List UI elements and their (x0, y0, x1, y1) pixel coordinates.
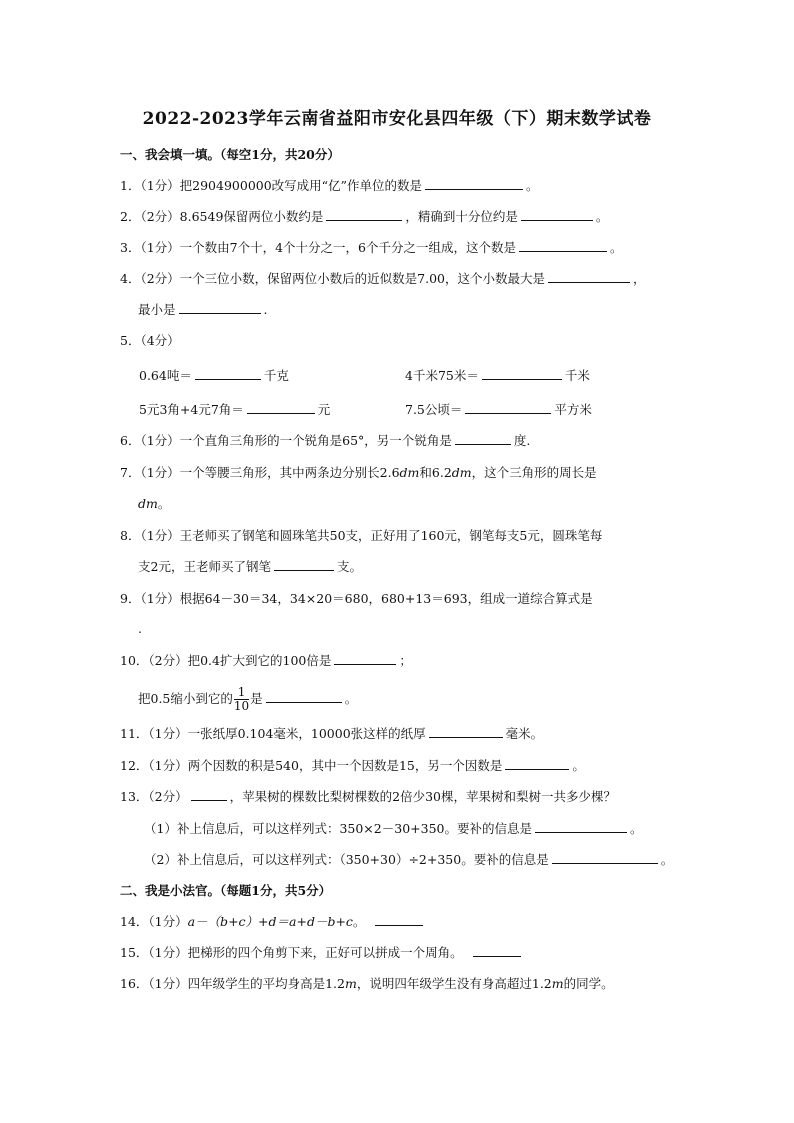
question-3-end: 。 (610, 240, 623, 255)
question-7-text-c: ，这个三角形的周长是 (471, 465, 597, 480)
question-14-end: 。 (352, 914, 366, 929)
answer-blank[interactable] (266, 690, 342, 703)
question-5-c (139, 400, 330, 418)
question-4-end: . (263, 302, 268, 317)
answer-blank[interactable] (191, 788, 227, 801)
page-title: 2022-2023学年云南省益阳市安化县四年级（下）期末数学试卷 (142, 109, 652, 129)
question-7-cont (138, 495, 698, 513)
answer-blank[interactable] (521, 208, 593, 221)
question-5-d-unit: 平方米 (554, 402, 592, 417)
question-8: 8．（1分）王老师买了钢笔和圆珠笔共50支，正好用了160元，钢笔每支5元，圆珠笔每 (120, 528, 603, 543)
question-4-text: 4．（2分）一个三位小数，保留两位小数后的近似数是7.00，这个小数最大是 (120, 271, 545, 286)
question-2-text-b: ，精确到十分位约是 (405, 209, 518, 224)
question-1-end: 。 (525, 178, 539, 193)
answer-blank[interactable] (179, 301, 261, 314)
question-7-text: 7．（1分）一个等腰三角形，其中两条边分别长2.6 (120, 465, 400, 480)
question-10-cont (138, 684, 698, 714)
answer-blank[interactable] (247, 401, 315, 414)
question-14 (120, 913, 680, 931)
answer-blank[interactable] (425, 177, 523, 190)
question-6-text: 6．（1分）一个直角三角形的一个锐角是65°，另一个锐角是 (120, 433, 452, 448)
answer-blank[interactable] (535, 820, 627, 833)
question-3-text: 3．（1分）一个数由7个十，4个十分之一，6个千分之一组成，这个数是 (120, 240, 517, 255)
question-4-cont (138, 301, 698, 319)
question-13-part-2-end: 。 (660, 852, 674, 867)
answer-blank[interactable] (505, 757, 569, 770)
question-16-text: 16．（1分）四年级学生的平均身高是1.2 (120, 976, 345, 991)
question-2-text: 2．（2分）8.6549保留两位小数约是 (120, 209, 324, 224)
question-11 (120, 725, 680, 743)
answer-blank[interactable] (334, 652, 396, 665)
question-15 (120, 944, 680, 962)
question-6-end: 度. (513, 433, 531, 448)
fraction-denominator: 10 (233, 699, 250, 713)
question-7-text-b: 和6.2 (419, 465, 452, 480)
fraction-one-tenth (234, 686, 249, 713)
question-16 (120, 975, 680, 993)
question-16-text-c: 的同学。 (563, 976, 614, 991)
answer-blank[interactable] (375, 913, 423, 926)
question-13-part-1 (144, 820, 704, 838)
question-5-b-unit: 千米 (564, 368, 590, 383)
question-12-text: 12．（1分）两个因数的积是540，其中一个因数是15，另一个因数是 (120, 758, 503, 773)
question-5-c-text: 5元3角+4元7角＝ (139, 402, 244, 417)
question-2-end: 。 (595, 209, 609, 224)
answer-blank[interactable] (455, 432, 511, 445)
unit-m: m (345, 976, 357, 991)
question-6 (120, 432, 680, 450)
question-10-end: ； (399, 653, 412, 668)
unit-dm: dm (451, 465, 472, 480)
question-15-text: 15．（1分）把梯形的四个角剪下来，正好可以拼成一个周角。 (120, 945, 463, 960)
question-8-cont (138, 558, 698, 576)
question-9-end: . (138, 621, 142, 636)
question-8-end: 支。 (336, 559, 362, 574)
answer-blank[interactable] (274, 558, 334, 571)
answer-blank[interactable] (473, 944, 521, 957)
question-1 (120, 177, 680, 195)
question-5-a (139, 366, 289, 384)
question-12-end: 。 (572, 758, 585, 773)
answer-blank[interactable] (482, 367, 562, 380)
question-5-c-unit: 元 (317, 402, 331, 417)
question-1-text: 1．（1分）把2904900000改写成用“亿”作单位的数是 (120, 178, 422, 193)
question-12 (120, 757, 680, 775)
section-2-heading: 二、我是小法官。（每题1分，共5分） (120, 883, 332, 898)
unit-dm: dm (399, 465, 420, 480)
question-13-part-1-end: 。 (629, 821, 643, 836)
question-5-b-text: 4千米75米＝ (405, 368, 479, 383)
question-13-text-b: ，苹果树的棵数比梨树棵数的2倍少30棵，苹果树和梨树一共多少棵？ (229, 789, 616, 804)
question-10-text-b2: 是 (250, 691, 263, 706)
question-13-part-2-text: （2）补上信息后，可以这样列式：（350+30）÷2+350。要补的信息是 (144, 852, 549, 867)
question-11-end: 毫米。 (505, 726, 544, 741)
question-4-comma: ， (633, 271, 646, 286)
question-10-text: 10．（2分）把0.4扩大到它的100倍是 (120, 653, 332, 668)
question-5-d-text: 7.5公顷＝ (405, 402, 463, 417)
question-10-end-b: 。 (344, 691, 358, 706)
section-1-heading: 一、我会填一填。（每空1分，共20分） (120, 147, 340, 162)
question-4 (120, 270, 680, 288)
question-10 (120, 652, 680, 670)
answer-blank[interactable] (465, 401, 551, 414)
answer-blank[interactable] (548, 270, 630, 283)
question-16-text-b: ，说明四年级学生没有身高超过1.2 (356, 976, 552, 991)
question-13-part-2 (144, 851, 704, 869)
question-8-text-b: 支2元，王老师买了钢笔 (138, 559, 271, 574)
answer-blank[interactable] (552, 851, 658, 864)
question-2 (120, 208, 680, 226)
answer-blank[interactable] (195, 367, 261, 380)
question-14-expression: a－（b+c）+d＝a+d－b+c (187, 914, 353, 929)
question-4-text-c: 最小是 (138, 302, 176, 317)
answer-blank[interactable] (326, 208, 402, 221)
answer-blank[interactable] (429, 725, 503, 738)
question-9: 9．（1分）根据64－30＝34，34×20＝680，680+13＝693，组成一道综合算式是 (120, 591, 593, 606)
question-13 (120, 788, 680, 806)
answer-blank[interactable] (519, 239, 607, 252)
question-5-b (405, 366, 590, 384)
question-3 (120, 239, 680, 257)
question-7 (120, 464, 680, 482)
question-13-text: 13．（2分） (120, 789, 188, 804)
question-5-a-unit: 千克 (263, 368, 289, 383)
question-11-text: 11．（1分）一张纸厚0.104毫米，10000张这样的纸厚 (120, 726, 426, 741)
question-14-text: 14．（1分） (120, 914, 188, 929)
question-5-a-text: 0.64吨＝ (139, 368, 192, 383)
question-5-d (405, 400, 592, 418)
question-13-part-1-text: （1）补上信息后，可以这样列式：350×2－30+350。要补的信息是 (144, 821, 532, 836)
question-5: 5．（4分） (120, 333, 180, 348)
unit-m: m (551, 976, 564, 991)
question-10-text-b: 把0.5缩小到它的 (138, 691, 233, 706)
fraction-numerator: 1 (234, 686, 249, 700)
question-7-end: 。 (157, 496, 171, 511)
unit-dm: dm (138, 496, 158, 511)
